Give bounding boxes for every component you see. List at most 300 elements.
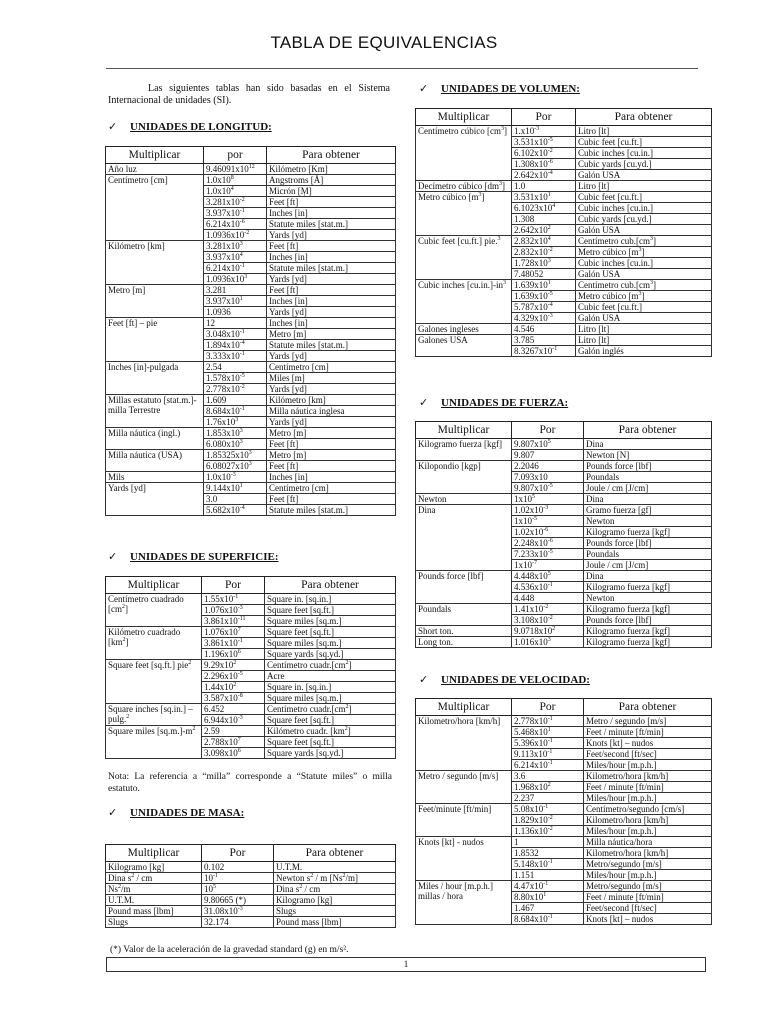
target-unit-cell: Kilogramo fuerza [kgf] (584, 637, 712, 648)
unit-cell: Inches [in]-pulgada (106, 362, 204, 395)
factor-cell: $6.214x10^{-1}$ (512, 760, 584, 771)
table-row (106, 594, 396, 605)
target-unit-cell: Pound mass [lbm] (274, 917, 396, 928)
column-header: Por (202, 845, 274, 862)
target-unit-cell: Metro/segundo [m/s] (584, 859, 712, 870)
target-unit-cell: Statute miles [stat.m.] (267, 505, 396, 516)
target-unit-cell: Milla náutica/hora (584, 837, 712, 848)
unit-cell: Kilómetro [km] (106, 241, 204, 285)
table-row (106, 450, 396, 461)
factor-cell: 2.237 (512, 793, 584, 804)
factor-cell: $5.682x10^{-4}$ (204, 505, 267, 516)
table-row (416, 280, 712, 291)
unit-cell: Centímetro cúbico $[cm^3]$ (416, 126, 512, 181)
target-unit-cell: Newton $s^2$ / m [Ns$^2$/m] (274, 873, 396, 884)
table-row (106, 472, 396, 483)
unit-cell: Kilogramo [kg] (106, 862, 202, 873)
table-row (106, 483, 396, 494)
factor-cell: 9.80665 (*) (202, 895, 274, 906)
target-unit-cell: U.T.M. (274, 862, 396, 873)
factor-cell: 4.546 (512, 324, 576, 335)
column-header: Multiplicar (106, 845, 202, 862)
target-unit-cell: Metro / segundo [m/s] (584, 716, 712, 727)
factor-cell: $1.578x10^{-5}$ (204, 373, 267, 384)
target-unit-cell: Dina (584, 494, 712, 505)
unit-cell: Kilometro/hora [km/h] (416, 716, 512, 771)
factor-cell: $1.44x10^2$ (202, 682, 265, 693)
table-row (106, 241, 396, 252)
column-header: Para obtener (274, 845, 396, 862)
section-title: UNIDADES DE SUPERFICIE: (130, 551, 279, 563)
factor-cell: $1.02x10^{-3}$ (512, 505, 584, 516)
table-masa (105, 844, 396, 928)
table-row (416, 126, 712, 137)
target-unit-cell: Square in. [sq.in.] (265, 682, 396, 693)
target-unit-cell: Galón USA (576, 269, 712, 280)
table-row (416, 335, 712, 346)
target-unit-cell: Inches [in] (267, 472, 396, 483)
section-title: UNIDADES DE VELOCIDAD: (441, 674, 590, 686)
table-row (416, 837, 712, 848)
factor-cell: $2.296x10^{-5}$ (202, 671, 265, 682)
unit-cell: Newton (416, 494, 512, 505)
table-row (416, 881, 712, 892)
target-unit-cell: Feet [ft] (267, 241, 396, 252)
table-row (106, 884, 396, 895)
factor-cell: $8.684x10^{-1}$ (512, 914, 584, 925)
unit-cell: Pound mass [lbm] (106, 906, 202, 917)
factor-cell: $6.1023x10^4$ (512, 203, 576, 214)
target-unit-cell: Slugs (274, 906, 396, 917)
target-unit-cell: Litro [lt] (576, 181, 712, 192)
table-row (106, 428, 396, 439)
factor-cell: 3.6 (512, 771, 584, 782)
table-fuerza (415, 421, 712, 648)
target-unit-cell: Square miles [sq.m.] (265, 693, 396, 704)
page-title: TABLA DE EQUIVALENCIAS (270, 33, 498, 52)
target-unit-cell: Square feet [sq.ft.] (265, 737, 396, 748)
target-unit-cell: Feet [ft] (267, 494, 396, 505)
target-unit-cell: Feet/second [ft/sec] (584, 749, 712, 760)
factor-cell: $9.807x10^{-5}$ (512, 483, 584, 494)
table-row (416, 236, 712, 247)
check-icon: ✓ (108, 121, 118, 133)
factor-cell: $2.832x10^4$ (512, 236, 576, 247)
unit-cell: Dina (416, 505, 512, 571)
table-row (416, 439, 712, 450)
target-unit-cell: Statute miles [stat.m.] (267, 219, 396, 230)
target-unit-cell: Feet [ft] (267, 197, 396, 208)
table-row (416, 192, 712, 203)
table-row (416, 637, 712, 648)
unit-cell: Kilómetro cuadrado $[km^2]$ (106, 627, 202, 660)
factor-cell: $9.144x10^1$ (204, 483, 267, 494)
check-icon: ✓ (419, 674, 429, 686)
target-unit-cell: Square yards [sq.yd.] (265, 649, 396, 660)
target-unit-cell: Kilómetro cuadr. $[km^2]$ (265, 726, 396, 737)
factor-cell: $1.76x10^3$ (204, 417, 267, 428)
target-unit-cell: Litro [lt] (576, 335, 712, 346)
column-header: Multiplicar (106, 577, 202, 594)
factor-cell: $1.41x10^{-2}$ (512, 604, 584, 615)
target-unit-cell: Angstroms [Å] (267, 175, 396, 186)
target-unit-cell: Centímetro $cuadr.[cm^2]$ (265, 660, 396, 671)
column-header: Para obtener (584, 699, 712, 716)
table-header-row (416, 699, 712, 716)
unit-cell: Mils (106, 472, 204, 483)
column-header: Para obtener (584, 422, 712, 439)
factor-cell: $3.048x10^{-1}$ (204, 329, 267, 340)
target-unit-cell: Square miles [sq.m.] (265, 616, 396, 627)
target-unit-cell: Inches [in] (267, 296, 396, 307)
factor-cell: $1.136x10^{-2}$ (512, 826, 584, 837)
column-header: Multiplicar (416, 422, 512, 439)
factor-cell: $1.x10^{-3}$ (512, 126, 576, 137)
factor-cell: $3.861x10^{-11}$ (202, 616, 265, 627)
target-unit-cell: Yards [yd] (267, 417, 396, 428)
column-header: por (204, 147, 267, 164)
table-row (106, 164, 396, 175)
column-header: Multiplicar (416, 109, 512, 126)
table-row (416, 716, 712, 727)
factor-cell: $5.396x10^{-1}$ (512, 738, 584, 749)
factor-cell: $31.08x10^{-3}$ (202, 906, 274, 917)
target-unit-cell: Cubic inches [cu.in.] (576, 148, 712, 159)
factor-cell: $5.787x10^{-4}$ (512, 302, 576, 313)
factor-cell: $9.0718x10^2$ (512, 626, 584, 637)
section-heading-velocidad (419, 673, 590, 686)
column-header: Multiplicar (416, 699, 512, 716)
factor-cell: $1.55x10^{-1}$ (202, 594, 265, 605)
note-milla: Nota: La referencia a “milla” corresponde a “Statute miles” o milla estatuto. (108, 772, 392, 794)
table-row (106, 895, 396, 906)
target-unit-cell: Miles [m] (267, 373, 396, 384)
factor-cell: 1.308 (512, 214, 576, 225)
target-unit-cell: Statute miles [stat.m.] (267, 263, 396, 274)
target-unit-cell: Inches [in] (267, 208, 396, 219)
unit-cell: Dina $s^2$ / cm (106, 873, 202, 884)
target-unit-cell: Feet [ft] (267, 285, 396, 296)
factor-cell: 1.609 (204, 395, 267, 406)
table-row (106, 175, 396, 186)
factor-cell: 6.452 (202, 704, 265, 715)
factor-cell: 9.807 (512, 450, 584, 461)
factor-cell: $1.02x10^{-6}$ (512, 527, 584, 538)
section-heading-superficie (108, 550, 279, 563)
factor-cell: $7.233x10^{-5}$ (512, 549, 584, 560)
factor-cell: $1x10^{-5}$ (512, 516, 584, 527)
factor-cell: $4.47x10^{-1}$ (512, 881, 584, 892)
target-unit-cell: Feet / minute [ft/min] (584, 727, 712, 738)
factor-cell: 1.8532 (512, 848, 584, 859)
section-title: UNIDADES DE MASA: (130, 807, 245, 819)
factor-cell: $3.281x10^{-2}$ (204, 197, 267, 208)
factor-cell: $1x10^5$ (512, 494, 584, 505)
factor-cell: $3.937x10^1$ (204, 296, 267, 307)
target-unit-cell: Inches [in] (267, 318, 396, 329)
target-unit-cell: Newton (584, 516, 712, 527)
table-header-row (416, 109, 712, 126)
unit-cell: Poundals (416, 604, 512, 626)
factor-cell: 2.2046 (512, 461, 584, 472)
factor-cell: $6.102x10^{-2}$ (512, 148, 576, 159)
factor-cell: $3.937x10^4$ (204, 252, 267, 263)
target-unit-cell: Dina $s^2$ / cm (274, 884, 396, 895)
table-row (416, 461, 712, 472)
factor-cell: $5.468x10^1$ (512, 727, 584, 738)
target-unit-cell: Joule / cm [J/cm] (584, 560, 712, 571)
unit-cell: Centímetro cuadrado $[cm^2]$ (106, 594, 202, 627)
table-row (106, 862, 396, 873)
target-unit-cell: Cubic inches [cu.in.] (576, 203, 712, 214)
factor-cell: $2.832x10^{-2}$ (512, 247, 576, 258)
target-unit-cell: Metro cúbico $[m^3]$ (576, 291, 712, 302)
target-unit-cell: Pounds force [lbf] (584, 615, 712, 626)
factor-cell: $10^{-1}$ (202, 873, 274, 884)
factor-cell: $5.08x10^{-1}$ (512, 804, 584, 815)
factor-cell: 1.0 (512, 181, 576, 192)
factor-cell: 1.0936 (204, 307, 267, 318)
unit-cell: Miles / hour [m.p.h.] millas / hora (416, 881, 512, 925)
factor-cell: $5.148x10^{-1}$ (512, 859, 584, 870)
target-unit-cell: Yards [yd] (267, 351, 396, 362)
factor-cell: $1.016x10^3$ (512, 637, 584, 648)
table-header-row (106, 147, 396, 164)
factor-cell: $2.248x10^{-6}$ (512, 538, 584, 549)
target-unit-cell: Feet / minute [ft/min] (584, 782, 712, 793)
factor-cell: $2.778x10^{-2}$ (204, 384, 267, 395)
unit-cell: Square feet [sq.ft.] pie$^2$ (106, 660, 202, 704)
unit-cell: Decímetro cúbico $[dm^3]$ (416, 181, 512, 192)
factor-cell: 1.151 (512, 870, 584, 881)
target-unit-cell: Pounds force [lbf] (584, 461, 712, 472)
table-row (106, 906, 396, 917)
target-unit-cell: Acre (265, 671, 396, 682)
section-heading-longitud (108, 120, 272, 133)
target-unit-cell: Miles/hour [m.p.h.] (584, 870, 712, 881)
target-unit-cell: Knots [kt] – nudos (584, 738, 712, 749)
target-unit-cell: Metro cúbico $[m^3]$ (576, 247, 712, 258)
target-unit-cell: Knots [kt] – nudos (584, 914, 712, 925)
table-row (106, 873, 396, 884)
section-heading-fuerza (419, 396, 568, 409)
table-row (416, 604, 712, 615)
target-unit-cell: Poundals (584, 549, 712, 560)
table-row (106, 395, 396, 406)
table-row (416, 505, 712, 516)
factor-cell: $1.196x10^6$ (202, 649, 265, 660)
intro-paragraph: Las siguientes tablas han sido basadas en el Sistema Internacional de unidades (SI). (108, 83, 390, 106)
page-number: 1 (403, 959, 409, 969)
table-row (416, 571, 712, 582)
target-unit-cell: Square feet [sq.ft.] (265, 715, 396, 726)
target-unit-cell: Feet / minute [ft/min] (584, 892, 712, 903)
table-row (106, 660, 396, 671)
target-unit-cell: Kilometro/hora [km/h] (584, 815, 712, 826)
factor-cell: $8.3267x10^{-1}$ (512, 346, 576, 357)
target-unit-cell: Kilometro/hora [km/h] (584, 771, 712, 782)
unit-cell: Feet/minute [ft/min] (416, 804, 512, 837)
table-row (106, 362, 396, 373)
target-unit-cell: Centímetro $cuadr.[cm^2]$ (265, 704, 396, 715)
column-header: Multiplicar (106, 147, 204, 164)
target-unit-cell: Metro/segundo [m/s] (584, 881, 712, 892)
factor-cell: $1x10^{-7}$ (512, 560, 584, 571)
table-volumen (415, 108, 712, 357)
target-unit-cell: Cubic yards [cu.yd.] (576, 159, 712, 170)
check-icon: ✓ (108, 551, 118, 563)
unit-cell: Slugs (106, 917, 202, 928)
target-unit-cell: Galón inglés (576, 346, 712, 357)
target-unit-cell: Cubic feet [cu.ft.] (576, 137, 712, 148)
table-velocidad (415, 698, 712, 925)
unit-cell: Cubic inches $[cu.in.]-in^3$ (416, 280, 512, 324)
factor-cell: $1.85325x10^3$ (204, 450, 267, 461)
target-unit-cell: Galón USA (576, 225, 712, 236)
target-unit-cell: Kilogramo fuerza [kgf] (584, 582, 712, 593)
factor-cell: $1.968x10^2$ (512, 782, 584, 793)
factor-cell: 1.467 (512, 903, 584, 914)
factor-cell: $2.642x10^{-4}$ (512, 170, 576, 181)
factor-cell: $1.728x10^3$ (512, 258, 576, 269)
unit-cell: Ns$^2$/m (106, 884, 202, 895)
target-unit-cell: Cubic yards [cu.yd.] (576, 214, 712, 225)
unit-cell: Milla náutica (ingl.) (106, 428, 204, 450)
target-unit-cell: Feet [ft] (267, 461, 396, 472)
factor-cell: $9.29x10^2$ (202, 660, 265, 671)
factor-cell: $3.587x10^{-8}$ (202, 693, 265, 704)
factor-cell: $3.861x10^{-1}$ (202, 638, 265, 649)
unit-cell: Kilopondio [kgp] (416, 461, 512, 494)
target-unit-cell: Miles/hour [m.p.h.] (584, 826, 712, 837)
target-unit-cell: Centímetro [cm] (267, 483, 396, 494)
unit-cell: Año luz (106, 164, 204, 175)
factor-cell: $1.829x10^{-2}$ (512, 815, 584, 826)
section-heading-masa (108, 806, 244, 819)
column-header: Por (512, 699, 584, 716)
unit-cell: Long ton. (416, 637, 512, 648)
factor-cell: $6.944x10^{-3}$ (202, 715, 265, 726)
check-icon: ✓ (108, 807, 118, 819)
target-unit-cell: Milla náutica inglesa (267, 406, 396, 417)
target-unit-cell: Square feet [sq.ft.] (265, 605, 396, 616)
target-unit-cell: Dina (584, 439, 712, 450)
factor-cell: $2.642x10^2$ (512, 225, 576, 236)
target-unit-cell: Joule / cm [J/cm] (584, 483, 712, 494)
unit-cell: U.T.M. (106, 895, 202, 906)
target-unit-cell: Galón USA (576, 170, 712, 181)
unit-cell: Short ton. (416, 626, 512, 637)
factor-cell: $3.937x10^{-1}$ (204, 208, 267, 219)
factor-cell: $4.329x10^{-3}$ (512, 313, 576, 324)
column-header: Por (512, 422, 584, 439)
table-header-row (106, 845, 396, 862)
factor-cell: 3.0 (204, 494, 267, 505)
table-longitud (105, 146, 396, 516)
unit-cell: Milla náutica (USA) (106, 450, 204, 472)
target-unit-cell: Newton [N] (584, 450, 712, 461)
factor-cell: $1.076x10^7$ (202, 627, 265, 638)
target-unit-cell: Kilogramo fuerza [kgf] (584, 527, 712, 538)
target-unit-cell: Micrón [Ṃ] (267, 186, 396, 197)
factor-cell: $9.113x10^{-1}$ (512, 749, 584, 760)
factor-cell: $1.894x10^{-4}$ (204, 340, 267, 351)
target-unit-cell: Gramo fuerza [gf] (584, 505, 712, 516)
target-unit-cell: Yards [yd] (267, 307, 396, 318)
factor-cell: 3.281 (204, 285, 267, 296)
unit-cell: Feet [ft] – pie (106, 318, 204, 362)
factor-cell: $9.46091x10^{12}$ (204, 164, 267, 175)
column-header: Para obtener (267, 147, 396, 164)
target-unit-cell: Kilómetro [km] (267, 395, 396, 406)
target-unit-cell: Cubic inches [cu.in.] (576, 258, 712, 269)
target-unit-cell: Inches [in] (267, 252, 396, 263)
table-row (416, 804, 712, 815)
target-unit-cell: Feet [ft] (267, 439, 396, 450)
factor-cell: $3.108x10^{-2}$ (512, 615, 584, 626)
target-unit-cell: Square miles [sq.m.] (265, 638, 396, 649)
target-unit-cell: Pounds force [lbf] (584, 538, 712, 549)
table-superficie (105, 576, 396, 759)
target-unit-cell: Yards [yd] (267, 230, 396, 241)
target-unit-cell: Feet/second [ft/sec] (584, 903, 712, 914)
factor-cell: 2.59 (202, 726, 265, 737)
title-divider (106, 68, 698, 69)
target-unit-cell: Galón USA (576, 313, 712, 324)
unit-cell: Galones USA (416, 335, 512, 357)
target-unit-cell: Litro [lt] (576, 324, 712, 335)
unit-cell: Square inches [sq.in.] – pulg.$^2$ (106, 704, 202, 726)
table-row (106, 726, 396, 737)
target-unit-cell: Kilogramo fuerza [kgf] (584, 604, 712, 615)
target-unit-cell: Cubic feet [cu.ft.] (576, 302, 712, 313)
factor-cell: $1.0936x10^3$ (204, 274, 267, 285)
section-title: UNIDADES DE FUERZA: (441, 397, 569, 409)
check-icon: ✓ (419, 397, 429, 409)
factor-cell: $3.531x10^{-5}$ (512, 137, 576, 148)
target-unit-cell: Poundals (584, 472, 712, 483)
factor-cell: $1.639x10^{-5}$ (512, 291, 576, 302)
target-unit-cell: Kilómetro [Km] (267, 164, 396, 175)
factor-cell: 7.48052 (512, 269, 576, 280)
target-unit-cell: Kilometro/hora [km/h] (584, 848, 712, 859)
target-unit-cell: Metro [m] (267, 450, 396, 461)
factor-cell: $6.08027x10^3$ (204, 461, 267, 472)
section-heading-volumen (419, 82, 580, 95)
factor-cell: $1.0936x10^{-2}$ (204, 230, 267, 241)
column-header: Por (202, 577, 265, 594)
target-unit-cell: Kilogramo fuerza [kgf] (584, 626, 712, 637)
factor-cell: $6.214x10^{-1}$ (204, 263, 267, 274)
target-unit-cell: Kilogramo [kg] (274, 895, 396, 906)
unit-cell: Cubic feet [cu.ft.] pie.$^3$ (416, 236, 512, 280)
factor-cell: $1.076x10^{-3}$ (202, 605, 265, 616)
target-unit-cell: Litro [lt] (576, 126, 712, 137)
target-unit-cell: Square in. [sq.in.] (265, 594, 396, 605)
target-unit-cell: Miles/hour [m.p.h.] (584, 760, 712, 771)
factor-cell: $9.807x10^5$ (512, 439, 584, 450)
unit-cell: Yards [yd] (106, 483, 204, 516)
check-icon: ✓ (419, 83, 429, 95)
factor-cell: 0.102 (202, 862, 274, 873)
target-unit-cell: Centímetro [cm] (267, 362, 396, 373)
factor-cell: $4.536x10^{-1}$ (512, 582, 584, 593)
factor-cell: 2.54 (204, 362, 267, 373)
target-unit-cell: Newton (584, 593, 712, 604)
target-unit-cell: Cubic feet [cu.ft.] (576, 192, 712, 203)
factor-cell: 4.448 (512, 593, 584, 604)
factor-cell: $8.684x10^{-1}$ (204, 406, 267, 417)
